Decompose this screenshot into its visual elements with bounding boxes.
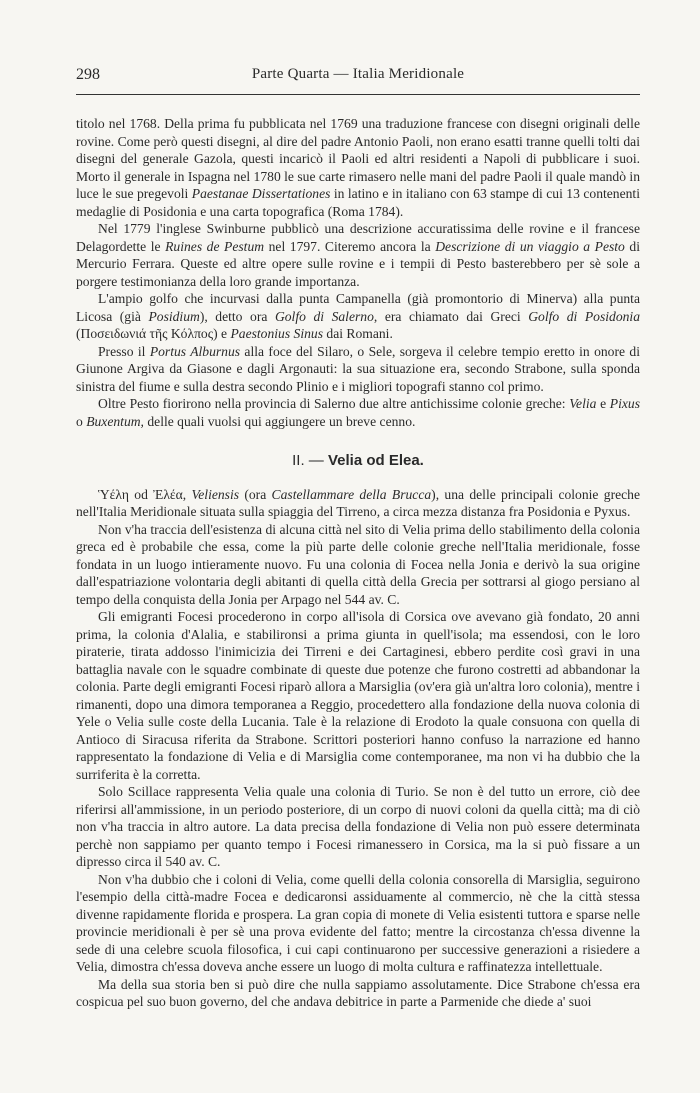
italic-title: Ruines de Pestum — [165, 238, 265, 254]
paragraph-3 — [76, 290, 640, 343]
italic-term: Paestonius Sinus — [230, 326, 323, 341]
text: (ora — [239, 486, 272, 502]
text: ), una delle principali colonie greche nell'Italia Meridionale situata sulla spiaggia del Tirreno, a circa mezza distanza fra Posidonia e Pyxus. — [76, 486, 640, 519]
paragraph-7: Non v'ha traccia dell'esistenza di alcuna città nel sito di Velia prima dello stabilimento della colonia greca ed è probabile che essa, come la più parte delle colonie greche nell'Italia meridionale, fosse fondata in un luogo intieramente nuovo. Fu una colonia di Focea nella Jonia e derivò la sua origine dall'espatriazione volontaria degli abitanti di quella città della Grecia per sottrarsi al giogo persiano al tempo della conquista della Jonia per Arpago nel 544 av. C. — [76, 521, 640, 607]
paragraph-10: Non v'ha dubbio che i coloni di Velia, come quelli della colonia consorella di Marsiglia, seguirono l'esempio della città-madre Focea e dedicaronsi assiduamente al commercio, nè che la città stessa divenne rapidamente florida e prospera. La gran copia di monete di Velia esistenti tuttora e sparse nelle provincie meridionali è per sè una prova evidente del fatto; mentre la circostanza ch'essa divenne la sede di una celebre scuola filosofica, i cui capi continuarono per successive generazioni a risiedere a Velia, dimostra ch'essa doveva anche essere un luogo di molta cultura e raffinatezza intellettuale. — [76, 871, 640, 974]
paragraph-2 — [76, 220, 640, 290]
text: L'ampio golfo che incurvasi dalla punta Campanella (già promontorio di Minerva) alla punta Licosa (già — [76, 291, 640, 324]
section-number: II. — — [292, 452, 324, 469]
page-body — [76, 115, 640, 1011]
page-header — [76, 66, 640, 88]
paragraph-1 — [76, 115, 640, 220]
text: dai Romani. — [323, 326, 393, 341]
text: o — [76, 413, 87, 429]
text: nel 1797. Citeremo ancora la — [264, 238, 436, 254]
page-number: 298 — [76, 66, 100, 83]
italic-term: Veliensis — [191, 486, 240, 502]
paragraph-6 — [76, 486, 640, 521]
text: Presso il — [98, 343, 150, 359]
text: e — [596, 396, 610, 411]
paragraph-5 — [76, 395, 640, 430]
text: (Ποσειδωνιά τῆς Κόλπος) e — [76, 326, 231, 341]
header-rule — [76, 94, 640, 95]
text: Ὑέλη od Ἐλέα, — [98, 486, 192, 502]
text: Oltre Pesto fiorirono nella provincia di Salerno due altre antichissime colonie greche: — [98, 396, 570, 411]
text: di Mercurio Ferrara. Queste ed altre opere sulle rovine e i tempii di Pesto basterebbero per sè sole a porgere testimonianza della loro grande importanza. — [76, 238, 640, 289]
italic-title: Paestanae Dissertationes — [191, 186, 331, 201]
italic-term: Golfo di Posidonia — [528, 308, 640, 324]
text: delle quali vuolsi qui aggiungere un breve cenno. — [143, 413, 416, 429]
italic-term: Castellammare della Brucca — [271, 486, 432, 502]
italic-term: Posidium — [148, 308, 200, 324]
paragraph-9: Solo Scillace rappresenta Velia quale una colonia di Turio. Se non è del tutto un errore, ciò dee riferirsi all'ammissione, in un periodo posteriore, di un corpo di nuovi coloni da quella città; ma di ciò non v'ha traccia in altro autore. La data precisa della fondazione di Velia non può essere determinata perchè non sappiamo per quanto tempo i Focesi rimanessero in Corsica, ma la si può fissare a un dipresso circa il 540 av. C. — [76, 784, 640, 869]
section-heading — [76, 452, 640, 470]
text: ), detto ora — [199, 308, 275, 324]
italic-term: Golfo di Salerno — [274, 308, 374, 324]
running-head: Parte Quarta — Italia Meridionale — [251, 66, 465, 82]
italic-term: Portus Alburnus — [149, 343, 241, 359]
italic-term: Velia — [569, 396, 597, 411]
paragraph-4 — [76, 343, 640, 396]
paragraph-8: Gli emigranti Focesi procederono in corpo all'isola di Corsica ove avevano già fondato, 20 anni prima, la colonia d'Alalia, e stabilironsi a prima giunta in quell'isola; ma essendosi, con le loro piraterie, tirata addosso l'inimicizia dei Tirreni e dei Cartaginesi, ebbero perdite così gravi in una battaglia navale con le squadre combinate di queste due potenze che furono costretti ad abbandonar la colonia. Parte degli emigranti Focesi riparò allora a Marsiglia (ov'era già un'altra loro colonia), mentre i rimanenti, dopo una dimora temporanea a Reggio, procedettero alla fondazione della nuova colonia di Yele o Velia sulle coste della Lucania. Tale è la relazione di Erodoto la quale consuona con quella di Antioco di Siracusa riferita da Strabone. Scrittori posteriori hanno confuso la narrazione ed hanno rappresentato la fondazione di Velia e di Marsiglia come contemporanee, ma non vi ha dubbio che la surriferita è la corretta. — [76, 609, 640, 782]
text: Nel 1779 l'inglese Swinburne pubblicò una descrizione accuratissima delle rovine e il francese Delagordette le — [76, 221, 640, 254]
text: , era chiamato dai Greci — [373, 308, 529, 324]
italic-title: Descrizione di un viaggio a Pesto — [435, 238, 625, 254]
italic-term: Pixus — [609, 396, 640, 411]
text: in latino e in italiano con 63 stampe di cui 13 contenenti medaglie di Posidonia e una carta topografica (Roma 1784). — [76, 186, 640, 219]
paragraph-11: Ma della sua storia ben si può dire che nulla sappiamo assolutamente. Dice Strabone ch'essa era cospicua pel suo buon governo, del che andava debitrice in parte a Parmenide che diede a' suoi — [76, 976, 640, 1009]
italic-term: Buxentum, — [86, 413, 144, 429]
section-title: Velia od Elea. — [327, 452, 424, 469]
text: titolo nel 1768. Della prima fu pubblicata nel 1769 una traduzione francese con disegni originali delle rovine. Come però questi disegni, al dire del padre Antonio Paoli, non erano esatti tranne quelli tolti dai disegni del generale Gazola, questi incaricò il Paoli ed altri residenti a Napoli di pubblicare i suoi. Morto il generale in Ispagna nel 1780 le sue carte rimasero nelle mani del padre Paoli il quale mandò in luce le sue pregevoli — [76, 116, 640, 201]
text: alla foce del Silaro, o Sele, sorgeva il celebre tempio eretto in onore di Giunone Argiva da Giasone e dagli Argonauti: la sua situazione era, secondo Strabone, sulla sponda sinistra del fiume e sulla destra secondo Plinio e i migliori topografi stanno col primo. — [76, 343, 640, 394]
